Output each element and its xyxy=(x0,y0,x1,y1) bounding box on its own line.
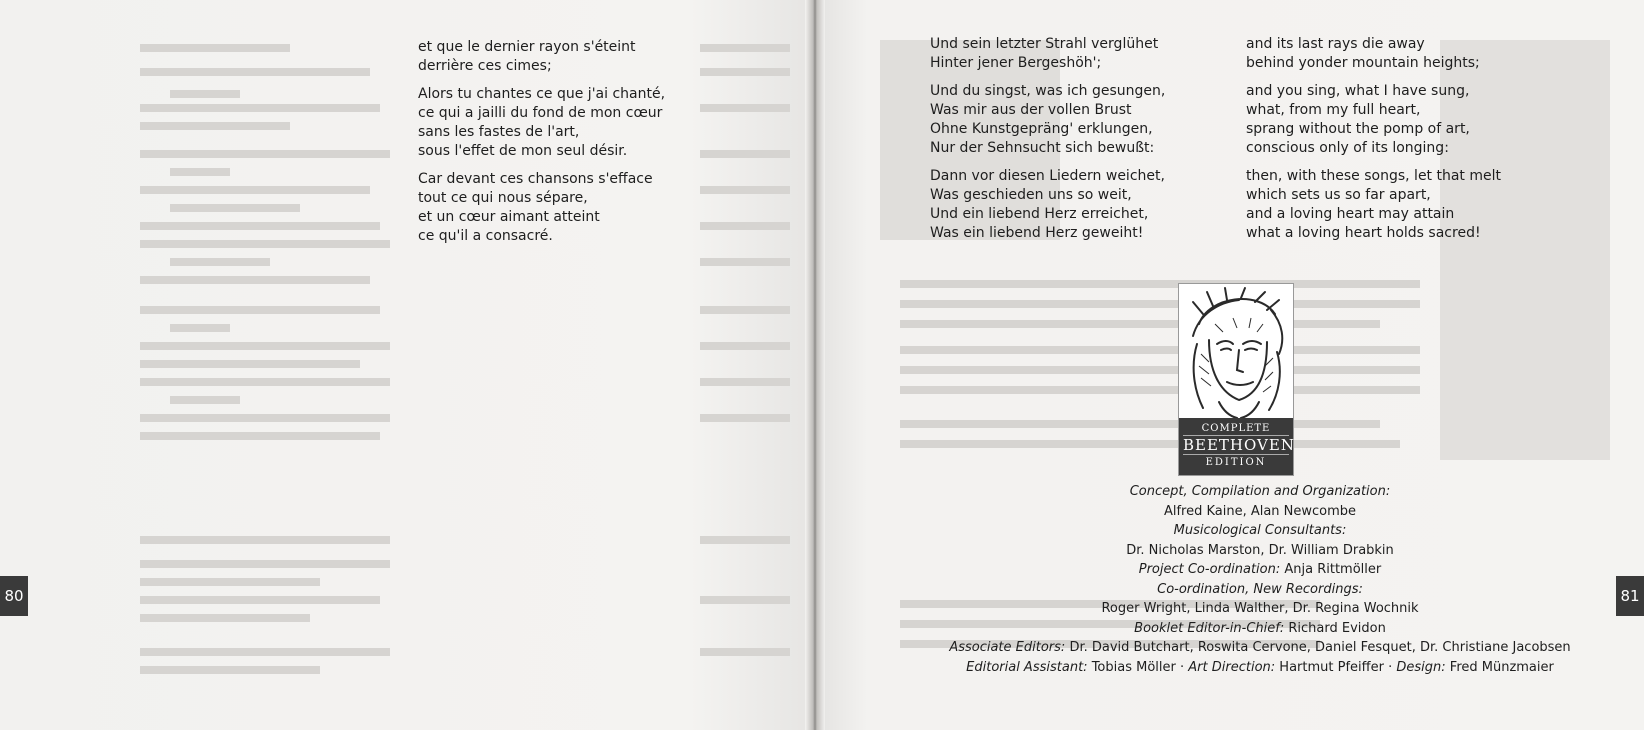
english-verse-stanza xyxy=(1246,35,1501,73)
musicological-label: Musicological Consultants: xyxy=(1173,523,1347,538)
logo-line-complete: COMPLETE xyxy=(1201,423,1271,434)
german-verse-line: Ohne Kunstgepräng' erklungen, xyxy=(930,121,1153,137)
french-verse-line: Alors tu chantes ce que j'ai chanté, xyxy=(418,86,666,102)
project-line xyxy=(880,560,1640,580)
coordination-label: Co-ordination, New Recordings: xyxy=(1157,581,1363,597)
english-verse-line: then, with these songs, let that melt xyxy=(1246,168,1502,184)
english-verse-stanza xyxy=(1246,82,1501,158)
booklet-line xyxy=(880,619,1640,639)
french-verse-line: sous l'effet de mon seul désir. xyxy=(418,143,628,159)
english-verse xyxy=(1246,35,1501,252)
german-verse-line: Dann vor diesen Liedern weichet, xyxy=(930,168,1165,184)
english-verse-line: and its last rays die away xyxy=(1246,36,1425,52)
english-verse-line: and you sing, what I have sung, xyxy=(1246,83,1470,99)
german-verse-line: Was ein liebend Herz geweiht! xyxy=(930,225,1144,241)
french-verse-line: Car devant ces chansons s'efface xyxy=(418,171,653,187)
art-names: Hartmut Pfeiffer xyxy=(1279,659,1384,675)
booklet-label: Booklet Editor-in-Chief: xyxy=(1134,620,1285,636)
german-verse-stanza xyxy=(930,167,1165,243)
page-number-right: 81 xyxy=(1616,576,1644,616)
project-names: Anja Rittmöller xyxy=(1284,562,1382,577)
english-verse-line: what, from my full heart, xyxy=(1246,102,1421,118)
french-verse-stanza xyxy=(418,38,665,76)
german-verse-line: Und du singst, was ich gesungen, xyxy=(930,83,1166,99)
associate-label: Associate Editors: xyxy=(949,640,1066,655)
german-verse-stanza xyxy=(930,82,1165,158)
associate-line xyxy=(880,638,1640,658)
french-verse-stanza xyxy=(418,85,665,161)
french-verse-line: tout ce qui nous sépare, xyxy=(418,190,588,206)
german-verse-line: Und ein liebend Herz erreichet, xyxy=(930,206,1149,222)
credits-block xyxy=(880,482,1640,677)
design-label: Design: xyxy=(1396,659,1446,675)
english-verse-line: what a loving heart holds sacred! xyxy=(1246,225,1481,241)
logo-title-band xyxy=(1179,418,1293,475)
french-verse-stanza xyxy=(418,170,665,246)
french-verse-line: ce qu'il a consacré. xyxy=(418,228,553,244)
complete-beethoven-edition-logo xyxy=(1178,283,1294,476)
page-number-left: 80 xyxy=(0,576,28,616)
staff-line xyxy=(880,658,1640,678)
german-verse-line: Was geschieden uns so weit, xyxy=(930,187,1132,203)
beethoven-portrait-icon xyxy=(1179,284,1293,418)
german-verse-line: Hinter jener Bergeshöh'; xyxy=(930,55,1102,71)
logo-line-edition: EDITION xyxy=(1205,457,1267,468)
english-verse-line: which sets us so far apart, xyxy=(1246,187,1431,203)
logo-line-beethoven: BEETHOVEN xyxy=(1183,436,1295,454)
editorial-label: Editorial Assistant: xyxy=(966,659,1088,675)
german-verse-stanza xyxy=(930,35,1165,73)
german-verse-line: Was mir aus der vollen Brust xyxy=(930,102,1132,118)
english-verse-line: behind yonder mountain heights; xyxy=(1246,55,1480,71)
design-names: Fred Münzmaier xyxy=(1449,659,1554,675)
german-verse-line: Nur der Sehnsucht sich bewußt: xyxy=(930,140,1155,156)
separator-2: · xyxy=(1388,659,1393,675)
concept-names: Alfred Kaine, Alan Newcombe xyxy=(1163,503,1357,519)
separator-1: · xyxy=(1180,659,1185,675)
coordination-names: Roger Wright, Linda Walther, Dr. Regina Wochnik xyxy=(1101,601,1419,616)
art-label: Art Direction: xyxy=(1188,659,1276,675)
musicological-names: Dr. Nicholas Marston, Dr. William Drabkin xyxy=(1126,542,1394,558)
french-verse xyxy=(418,38,665,255)
booklet-names: Richard Evidon xyxy=(1288,620,1386,636)
project-label: Project Co-ordination: xyxy=(1138,562,1281,577)
french-verse-line: et un cœur aimant atteint xyxy=(418,209,600,225)
english-verse-stanza xyxy=(1246,167,1501,243)
german-verse-line: Und sein letzter Strahl verglühet xyxy=(930,36,1159,52)
french-verse-line: ce qui a jailli du fond de mon cœur xyxy=(418,105,663,121)
english-verse-line: conscious only of its longing: xyxy=(1246,140,1449,156)
french-verse-line: sans les fastes de l'art, xyxy=(418,124,580,140)
english-verse-line: sprang without the pomp of art, xyxy=(1246,121,1470,137)
editorial-names: Tobias Möller xyxy=(1091,659,1176,675)
associate-names: Dr. David Butchart, Roswita Cervone, Daniel Fesquet, Dr. Christiane Jacobsen xyxy=(1069,640,1571,655)
german-verse xyxy=(930,35,1165,252)
english-verse-line: and a loving heart may attain xyxy=(1246,206,1455,222)
concept-label: Concept, Compilation and Organization: xyxy=(1129,484,1391,499)
french-verse-line: et que le dernier rayon s'éteint xyxy=(418,39,636,55)
french-verse-line: derrière ces cimes; xyxy=(418,58,552,74)
